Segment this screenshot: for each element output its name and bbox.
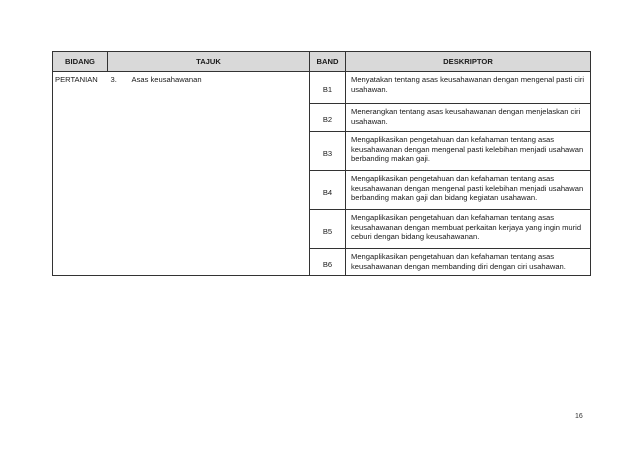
bidang-cell: PERTANIAN: [53, 72, 108, 276]
band-cell: B3: [310, 132, 346, 171]
descriptor-cell: Menerangkan tentang asas keusahawanan dengan menjelaskan ciri usahawan.: [346, 104, 591, 132]
header-band: BAND: [310, 52, 346, 72]
table-row: [53, 72, 591, 104]
descriptor-cell: Mengaplikasikan pengetahuan dan kefahaman tentang asas keusahawanan dengan mengenal pasti kelebihan menjadi usahawan berbanding makan gaji.: [346, 132, 591, 171]
band-cell: B1: [310, 72, 346, 104]
topic-title: Asas keusahawanan: [128, 72, 310, 276]
band-cell: B4: [310, 171, 346, 210]
header-tajuk: TAJUK: [108, 52, 310, 72]
band-cell: B5: [310, 210, 346, 249]
page-number: 16: [575, 413, 583, 420]
header-deskriptor: DESKRIPTOR: [346, 52, 591, 72]
band-descriptor-table: [52, 51, 591, 276]
table-header-row: [53, 52, 591, 72]
descriptor-cell: Menyatakan tentang asas keusahawanan dengan mengenal pasti ciri usahawan.: [346, 72, 591, 104]
topic-number: 3.: [108, 72, 128, 276]
descriptor-cell: Mengaplikasikan pengetahuan dan kefahaman tentang asas keusahawanan dengan mengenal pasti kelebihan menjadi usahawan berbanding makan gaji dan bidang kegiatan usahawan.: [346, 171, 591, 210]
header-bidang: BIDANG: [53, 52, 108, 72]
band-cell: B2: [310, 104, 346, 132]
band-cell: B6: [310, 249, 346, 276]
descriptor-cell: Mengaplikasikan pengetahuan dan kefahaman tentang asas keusahawanan dengan membanding diri dengan ciri usahawan.: [346, 249, 591, 276]
descriptor-cell: Mengaplikasikan pengetahuan dan kefahaman tentang asas keusahawanan dengan membuat perkaitan kerjaya yang ingin murid ceburi dengan bidang keusahawanan.: [346, 210, 591, 249]
